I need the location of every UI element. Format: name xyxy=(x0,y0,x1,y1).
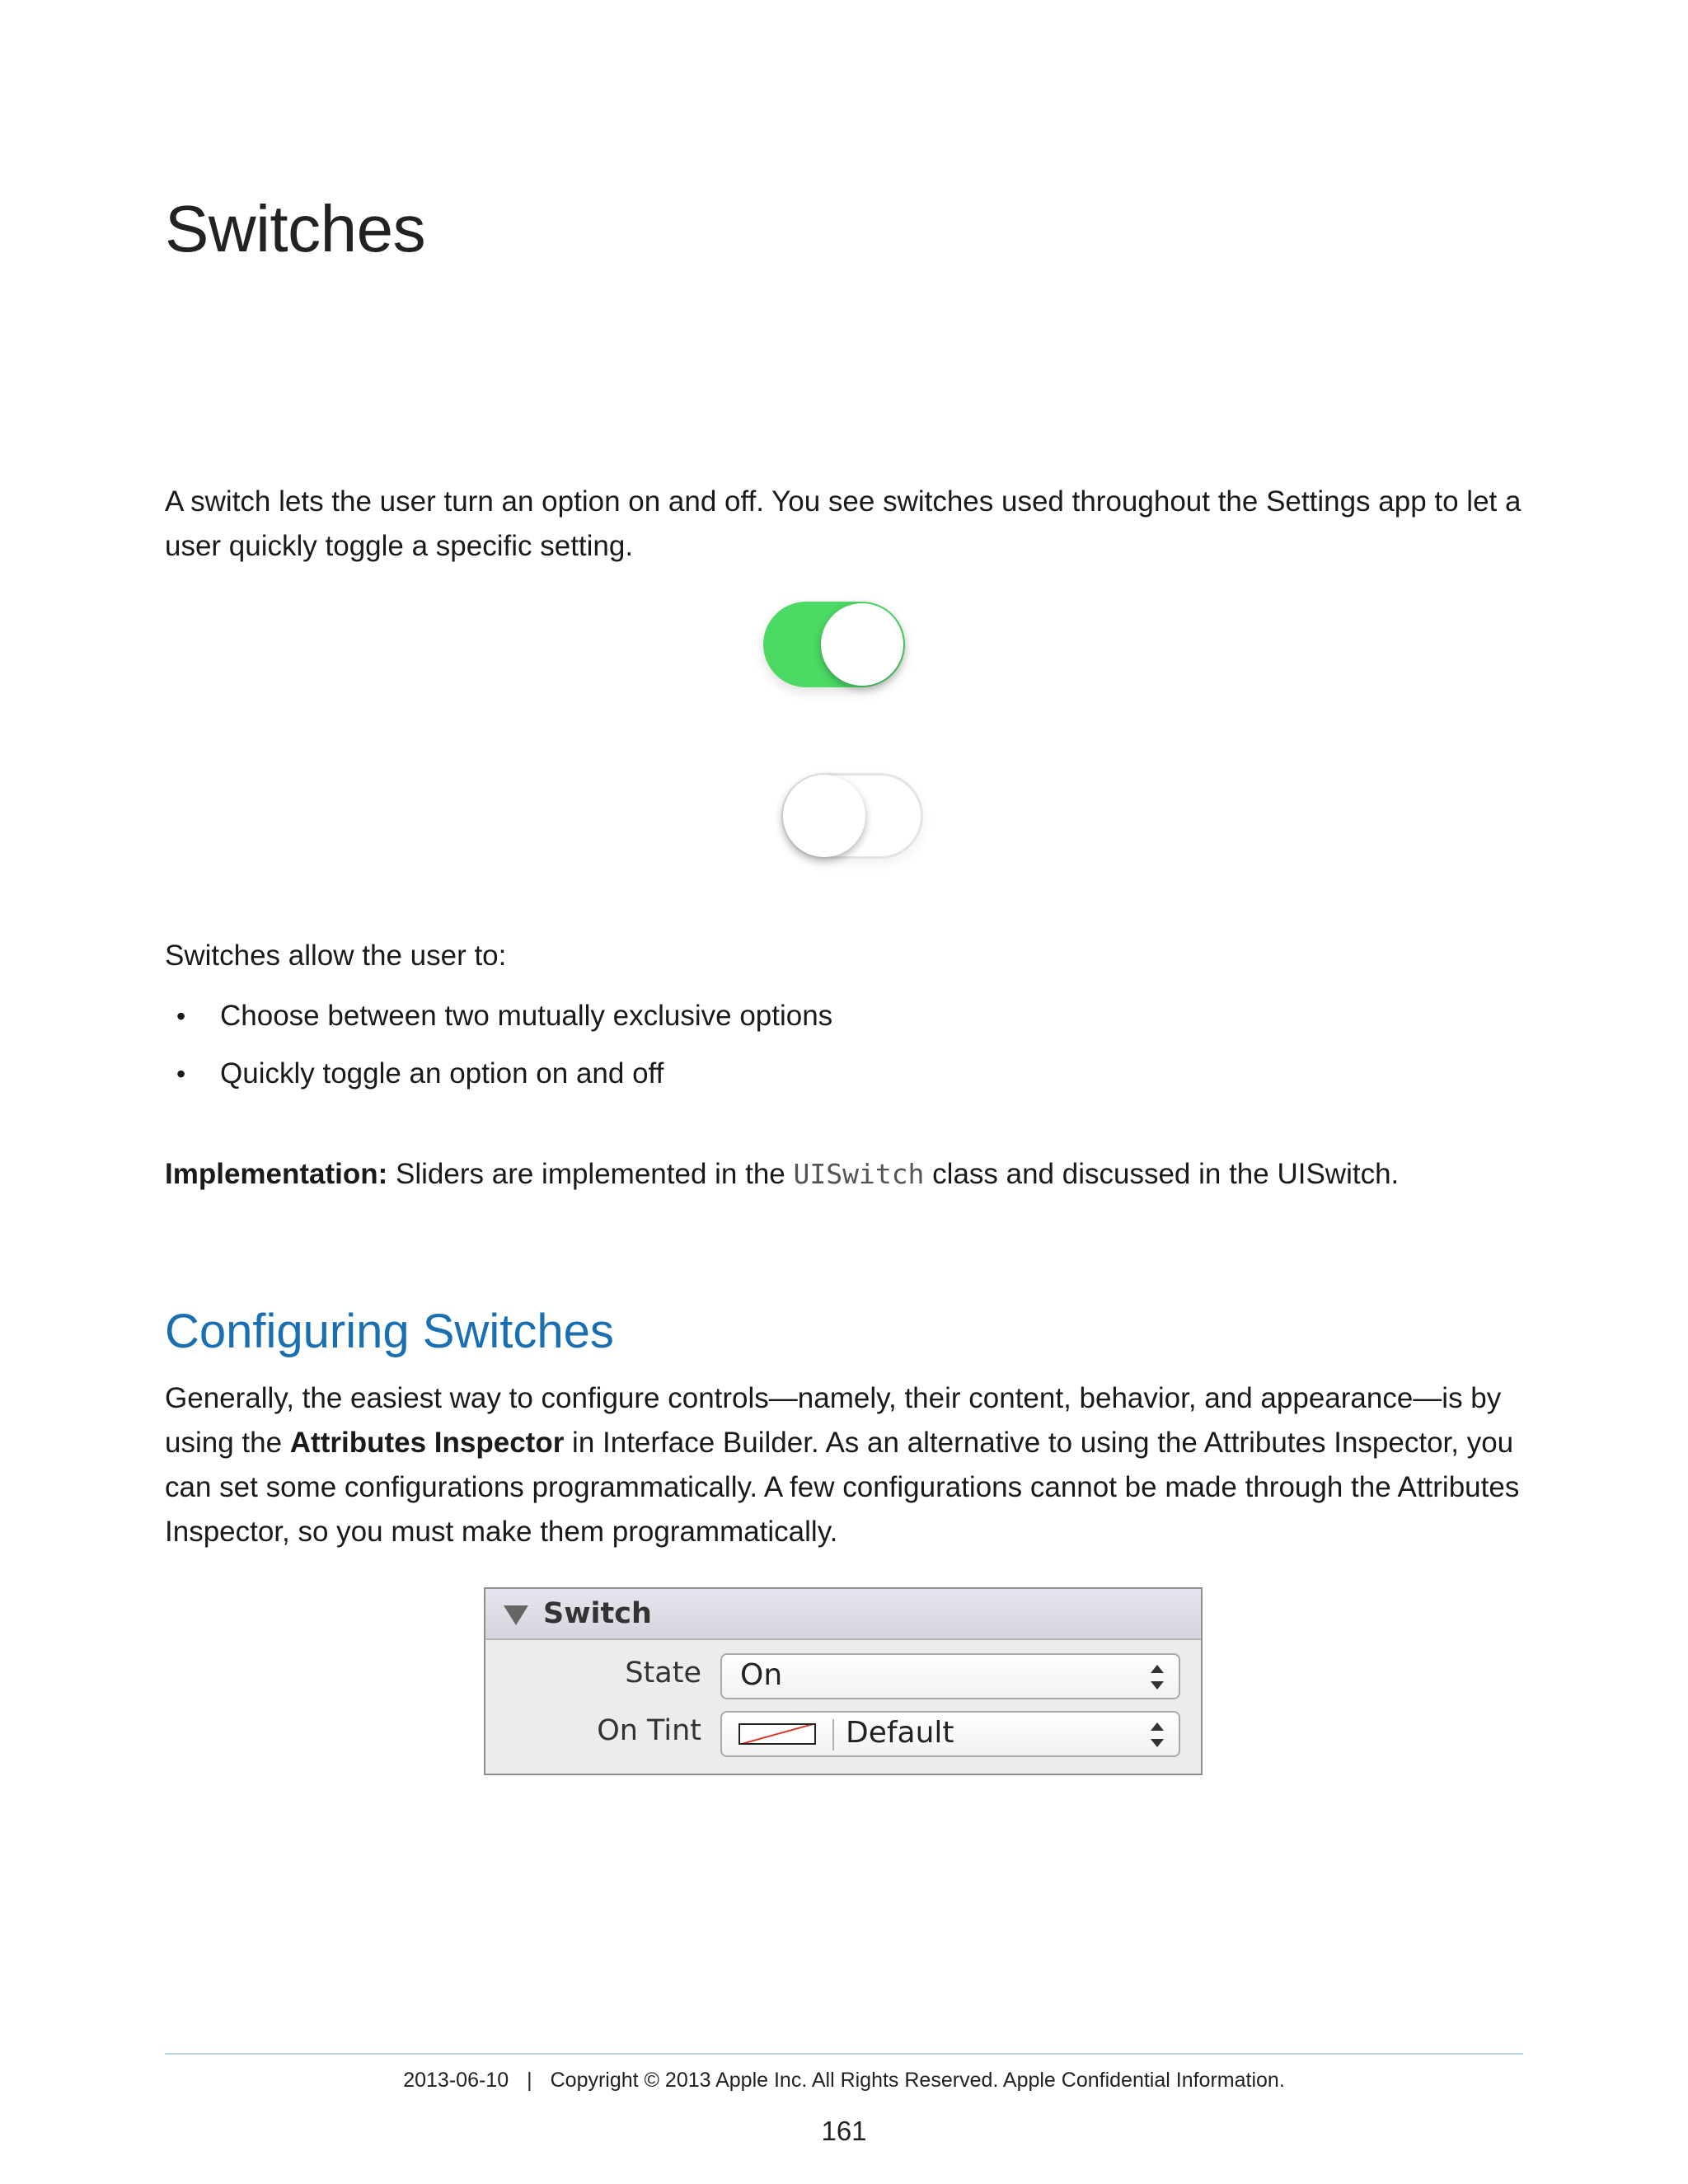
bullet-list xyxy=(165,994,832,1109)
footer-date: 2013-06-10 xyxy=(403,2069,509,2092)
state-popup[interactable] xyxy=(720,1653,1180,1699)
popup-arrows-icon xyxy=(1151,1722,1164,1747)
configuring-paragraph xyxy=(165,1376,1525,1554)
list-item xyxy=(165,994,832,1038)
page-title: Switches xyxy=(165,192,426,265)
state-value: On xyxy=(740,1658,783,1692)
list-item-text: Quickly toggle an option on and off xyxy=(220,1057,664,1090)
implementation-paragraph xyxy=(165,1152,1525,1197)
allow-text: Switches allow the user to: xyxy=(165,940,507,972)
attributes-inspector-term: Attributes Inspector xyxy=(289,1427,565,1459)
bullet-icon: • xyxy=(176,1059,186,1089)
implementation-label: Implementation: xyxy=(165,1158,388,1190)
switch-off-illustration xyxy=(781,773,923,859)
implementation-text-after: class and discussed in the UISwitch. xyxy=(924,1158,1400,1190)
switch-knob xyxy=(783,775,865,857)
inspector-section-title: Switch xyxy=(543,1597,652,1630)
color-swatch-icon xyxy=(738,1723,816,1745)
configuring-text-part2: in Interface Builder. As an alternative to using the Attributes Inspector, you can set some configurations programmatically. A few configurations cannot be made through the Attributes Inspector, so you must make them programmatically. xyxy=(165,1427,1520,1548)
page-number: 161 xyxy=(821,2116,867,2146)
list-item-text: Choose between two mutually exclusive options xyxy=(220,1000,833,1032)
switch-knob xyxy=(821,603,903,686)
inspector-header[interactable] xyxy=(485,1589,1201,1640)
footer-separator: | xyxy=(527,2069,532,2092)
bullet-icon: • xyxy=(176,1001,186,1031)
on-tint-popup[interactable] xyxy=(720,1711,1180,1757)
configuring-text-part1: Generally, the easiest way to configure controls—namely, their content, behavior, and appearance—is by using the xyxy=(165,1382,1502,1459)
footer-text xyxy=(0,2069,1688,2093)
attributes-inspector-panel xyxy=(484,1587,1203,1775)
intro-paragraph: A switch lets the user turn an option on and off. You see switches used throughout the Settings app to let a user quickly toggle a specific setting. xyxy=(165,485,1522,562)
implementation-text-before: Sliders are implemented in the xyxy=(387,1158,794,1190)
state-label: State xyxy=(625,1657,701,1690)
on-tint-label: On Tint xyxy=(597,1714,701,1747)
switch-on-illustration xyxy=(763,602,905,687)
section-heading: Configuring Switches xyxy=(165,1305,614,1358)
list-item xyxy=(165,1052,832,1096)
footer-divider xyxy=(165,2053,1523,2055)
disclosure-triangle-icon[interactable] xyxy=(504,1605,528,1625)
popup-arrows-icon xyxy=(1151,1665,1164,1690)
footer-copyright: Copyright © 2013 Apple Inc. All Rights Reserved. Apple Confidential Information. xyxy=(550,2069,1285,2092)
popup-separator xyxy=(832,1719,834,1750)
class-name-code: UISwitch xyxy=(793,1158,925,1190)
on-tint-value: Default xyxy=(846,1716,954,1750)
